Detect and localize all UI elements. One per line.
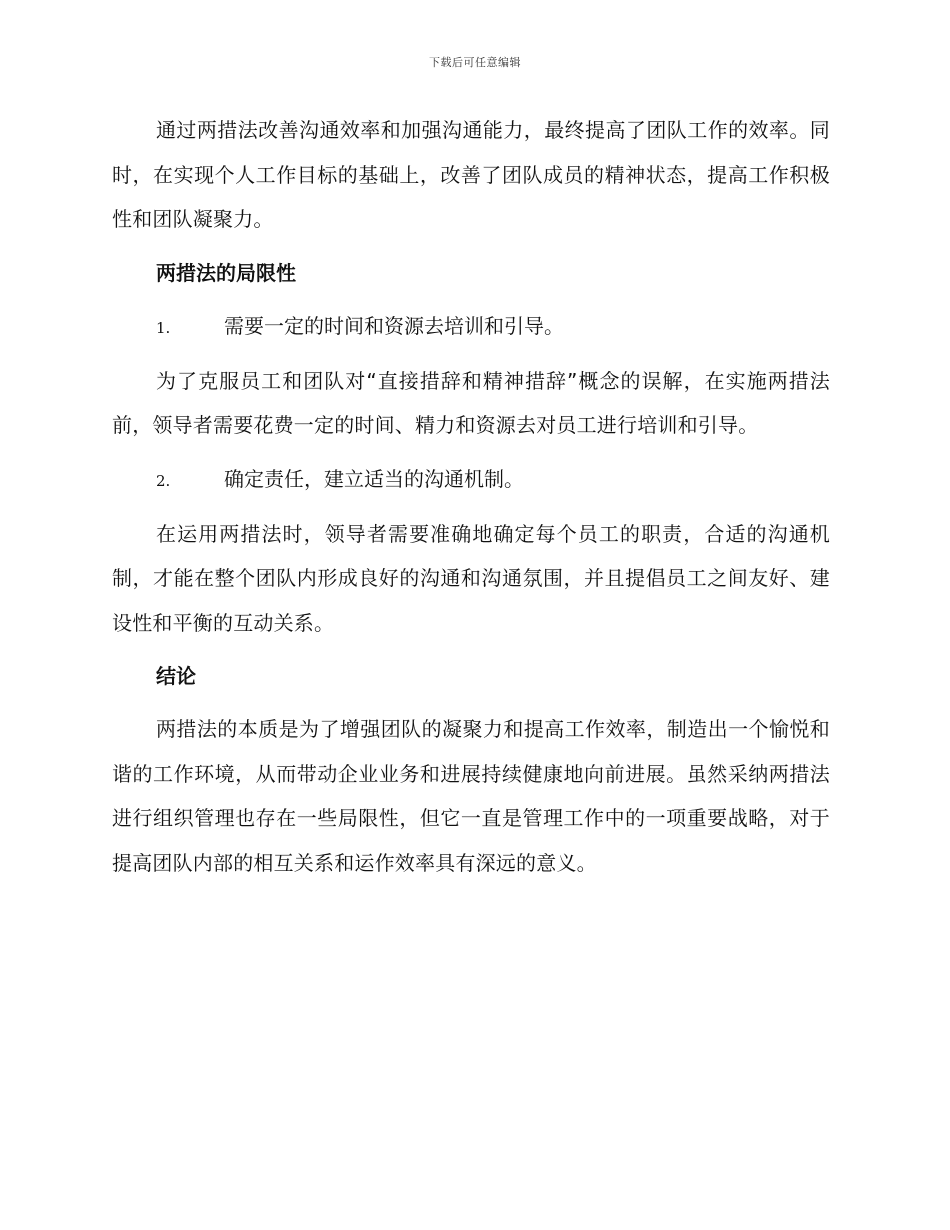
list-item-1-number: 1. [156, 318, 171, 337]
list-item-1-paragraph: 为了克服员工和团队对“直接措辞和精神措辞”概念的误解，在实施两措法前，领导者需要花费一定的时间、精力和资源去对员工进行培训和引导。 [112, 368, 830, 437]
list-item-2 [112, 457, 830, 503]
document-body [112, 108, 830, 885]
page-header: 下载后可任意编辑 [429, 56, 521, 69]
list-item-2-paragraph: 在运用两措法时，领导者需要准确地确定每个员工的职责，合适的沟通机制，才能在整个团队内形成良好的沟通和沟通氛围，并且提倡员工之间友好、建设性和平衡的互动关系。 [112, 521, 830, 635]
conclusion-heading: 结论 [156, 664, 196, 688]
list-item-2-text: 确定责任，建立适当的沟通机制。 [224, 466, 524, 491]
conclusion-paragraph: 两措法的本质是为了增强团队的凝聚力和提高工作效率，制造出一个愉悦和谐的工作环境，从而带动企业业务和进展持续健康地向前进展。虽然采纳两措法进行组织管理也存在一些局限性，但它一直是管理工作中的一项重要战略，对于提高团队内部的相互关系和运作效率具有深远的意义。 [112, 717, 830, 875]
intro-paragraph: 通过两措法改善沟通效率和加强沟通能力，最终提高了团队工作的效率。同时，在实现个人工作目标的基础上，改善了团队成员的精神状态，提高工作积极性和团队凝聚力。 [112, 118, 830, 231]
list-item-1 [112, 304, 830, 350]
list-item-1-text: 需要一定的时间和资源去培训和引导。 [224, 313, 564, 338]
limitations-heading: 两措法的局限性 [156, 260, 296, 285]
list-item-2-number: 2. [156, 471, 171, 490]
